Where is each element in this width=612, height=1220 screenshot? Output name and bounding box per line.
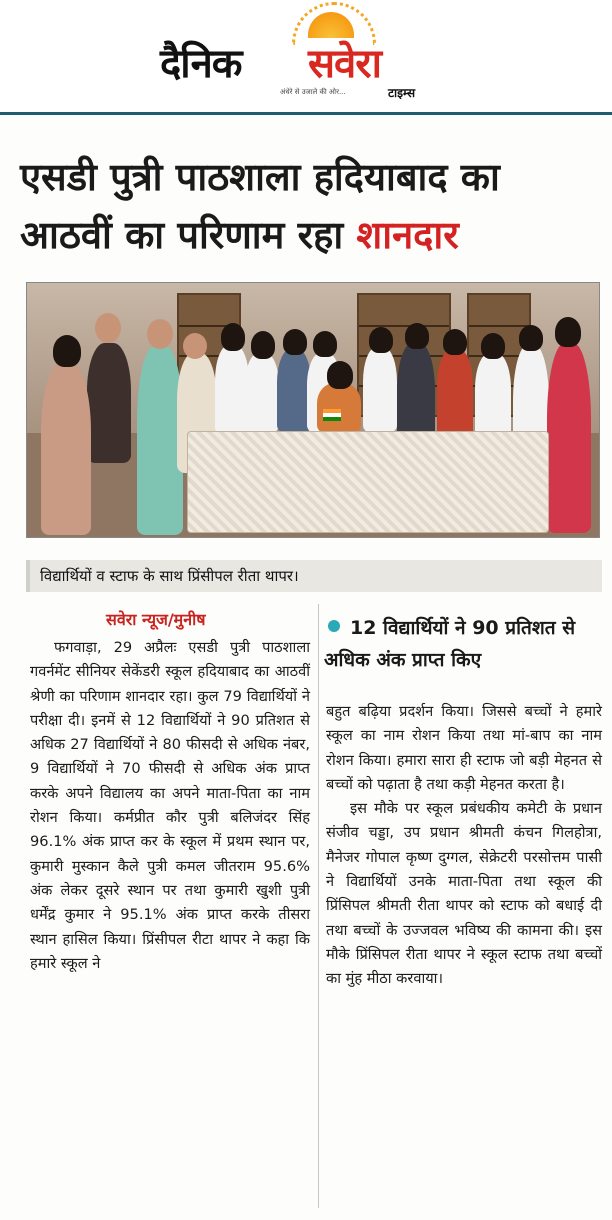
person-head bbox=[405, 323, 429, 349]
student-head bbox=[369, 327, 393, 353]
student bbox=[475, 353, 511, 443]
principal bbox=[317, 383, 361, 433]
student-head bbox=[283, 329, 307, 355]
student-head bbox=[251, 331, 275, 359]
headline-line-2-main: आठवीं का परिणाम रहा bbox=[20, 213, 357, 257]
article-column-1 bbox=[30, 636, 310, 976]
person-head bbox=[183, 333, 207, 359]
photo-caption bbox=[26, 560, 602, 592]
student-head bbox=[481, 333, 505, 359]
principal-head bbox=[327, 361, 353, 389]
student bbox=[215, 345, 249, 435]
article-column-2 bbox=[326, 700, 602, 992]
person-head bbox=[555, 317, 581, 347]
masthead-rule bbox=[0, 112, 612, 115]
photo-caption-text: विद्यार्थियों व स्टाफ के साथ प्रिंसीपल रीता थापर। bbox=[40, 567, 299, 585]
person bbox=[87, 343, 131, 463]
person bbox=[547, 343, 591, 533]
person-head bbox=[147, 319, 173, 349]
logo-word-dainik: दैनिक bbox=[160, 41, 242, 87]
masthead bbox=[0, 0, 612, 112]
newspaper-logo[interactable] bbox=[160, 8, 460, 103]
headline-line-2 bbox=[20, 206, 600, 264]
column-divider bbox=[318, 604, 319, 1208]
article-paragraph: इस मौके पर स्कूल प्रबंधकीय कमेटी के प्रधान संजीव चड्डा, उप प्रधान श्रीमती कंचन गिलहोत्रा, मैनेजर गोपाल कृष्ण दुग्गल, सेक्रेटरी परसोत्तम पासी ने विद्यार्थियों उनके माता-पिता तथा स्कूल की प्रिंसिपल श्रीमती रीता थापर को स्टाफ को बधाई दी तथा बच्चों के उज्जवल भविष्य की कामना की। इस मौके प्रिंसिपल रीता थापर ने स्कूल स्टाफ तथा बच्चों का मुंह मीठा करवाया। bbox=[326, 800, 602, 988]
article-photo bbox=[26, 282, 600, 538]
flag-icon bbox=[323, 409, 341, 421]
student-head bbox=[519, 325, 543, 351]
student-head bbox=[221, 323, 245, 351]
article-paragraph: बहुत बढ़िया प्रदर्शन किया। जिससे बच्चों ने हमारे स्कूल का नाम रोशन किया तथा मां-बाप का नाम रोशन किया। हमारा सारा ही स्टाफ जो बड़ी मेहनत से बच्चों को पढ़ाता है तथा कड़ी मेहनत करता है। bbox=[326, 703, 602, 793]
person bbox=[41, 363, 91, 535]
article-paragraph: फगवाड़ा, 29 अप्रैलः एसडी पुत्री पाठशाला गवर्नमेंट सीनियर सेकेंडरी स्कूल हदियाबाद का आठवीं श्रेणी का परिणाम शानदार रहा। कुल 79 विद्यार्थियों ने परीक्षा दी। इनमें से 12 विद्यार्थियों ने 90 प्रतिशत से अधिक 27 विद्यार्थियों ने 80 फीसदी से अधिक नंबर, 9 विद्यार्थियों ने 70 फीसदी से अधिक अंक प्राप्त करके अपने विद्यालय का अपने माता-पिता का नाम रोशन किया। कर्मप्रीत कौर पुत्री बलिजंदर सिंह 96.1% अंक प्राप्त कर के स्कूल में प्रथम स्थान पर, कुमारी मुस्कान कैले पुत्री कमल जीतराम 95.6% अंक लेकर दूसरे स्थान पर तथा कुमारी खुशी पुत्री धर्मेंद्र कुमार ने 95.1% अंक प्राप्त करके तीसरा स्थान हासिल किया। प्रिंसीपल रीटा थापर ने कहा कि हमारे स्कूल ने bbox=[30, 639, 310, 972]
headline-highlight: शानदार bbox=[356, 213, 459, 257]
student-head bbox=[313, 331, 337, 357]
person bbox=[437, 349, 473, 439]
logo-word-times: टाइम्स bbox=[388, 86, 416, 100]
byline: सवेरा न्यूज/मुनीष bbox=[106, 610, 206, 629]
student bbox=[363, 347, 397, 433]
person-head bbox=[95, 313, 121, 343]
article-subhead: 12 विद्यार्थियों ने 90 प्रतिशत से अधिक अंक प्राप्त किए bbox=[324, 617, 576, 671]
logo-word-savera: सवेरा bbox=[308, 41, 381, 87]
principal-desk bbox=[187, 431, 549, 533]
logo-tagline: अंधेरे से उजाले की ओर... bbox=[280, 88, 346, 96]
student bbox=[277, 349, 311, 433]
person-head bbox=[53, 335, 81, 367]
article-headline bbox=[20, 148, 600, 264]
headline-line-1: एसडी पुत्री पाठशाला हदियाबाद का bbox=[20, 155, 500, 199]
person-head bbox=[443, 329, 467, 355]
student bbox=[245, 353, 279, 433]
